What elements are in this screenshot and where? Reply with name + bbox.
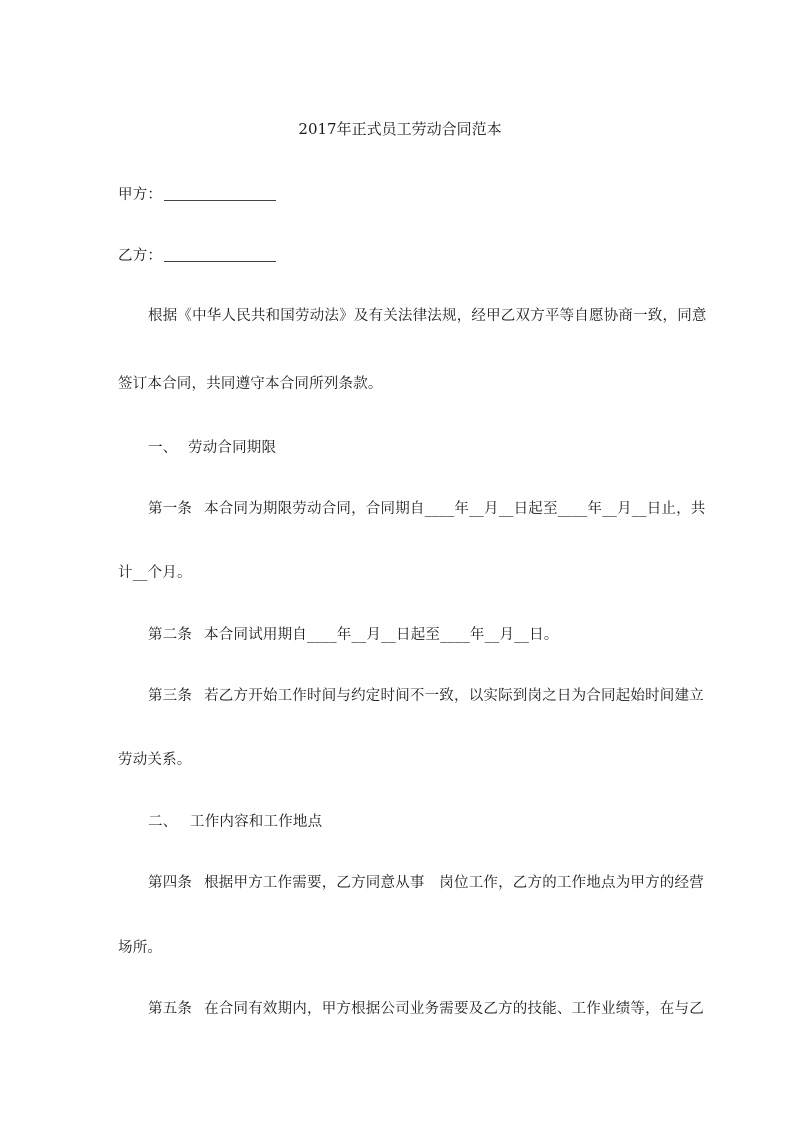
article-4-line-1 xyxy=(148,873,704,893)
party-b-label: 乙方： xyxy=(118,248,163,264)
section-2-number: 二、 xyxy=(148,814,178,830)
article-4-line-2: 场所。 xyxy=(118,940,163,956)
party-b-blank xyxy=(164,247,276,262)
article-1-text-1: 本合同为期限劳动合同，合同期自____年__月__日起至____年__月__日止，共 xyxy=(204,501,706,517)
article-4-number: 第四条 xyxy=(148,875,193,891)
section-1-title: 劳动合同期限 xyxy=(188,440,277,456)
article-5-text-1: 在合同有效期内，甲方根据公司业务需要及乙方的技能、工作业绩等，在与乙 xyxy=(204,1001,704,1017)
article-3-text-1: 若乙方开始工作时间与约定时间不一致，以实际到岗之日为合同起始时间建立 xyxy=(204,688,704,704)
party-b-line xyxy=(118,246,276,266)
article-3-number: 第三条 xyxy=(148,688,193,704)
section-1-number: 一、 xyxy=(148,440,178,456)
article-2-number: 第二条 xyxy=(148,627,193,643)
section-2-heading xyxy=(148,812,322,832)
intro-line-2: 签订本合同，共同遵守本合同所列条款。 xyxy=(118,376,383,392)
article-1-line-2: 计__个月。 xyxy=(118,565,192,581)
article-2-text-1: 本合同试用期自____年__月__日起至____年__月__日。 xyxy=(204,627,559,643)
document-title: 2017年正式员工劳动合同范本 xyxy=(298,120,502,138)
article-3-line-2: 劳动关系。 xyxy=(118,752,192,768)
section-1-heading xyxy=(148,438,276,458)
article-2-line-1 xyxy=(148,625,559,645)
article-5-line-1 xyxy=(148,999,704,1019)
party-a-blank xyxy=(164,186,276,201)
article-1-number: 第一条 xyxy=(148,501,193,517)
article-1-line-1 xyxy=(148,499,706,519)
party-a-label: 甲方： xyxy=(118,187,163,203)
article-4-text-1: 根据甲方工作需要，乙方同意从事 岗位工作，乙方的工作地点为甲方的经营 xyxy=(204,875,704,891)
section-2-title: 工作内容和工作地点 xyxy=(190,814,323,830)
article-5-number: 第五条 xyxy=(148,1001,193,1017)
party-a-line xyxy=(118,185,276,205)
intro-line-1: 根据《中华人民共和国劳动法》及有关法律法规，经甲乙双方平等自愿协商一致，同意 xyxy=(148,308,707,324)
article-3-line-1 xyxy=(148,686,704,706)
